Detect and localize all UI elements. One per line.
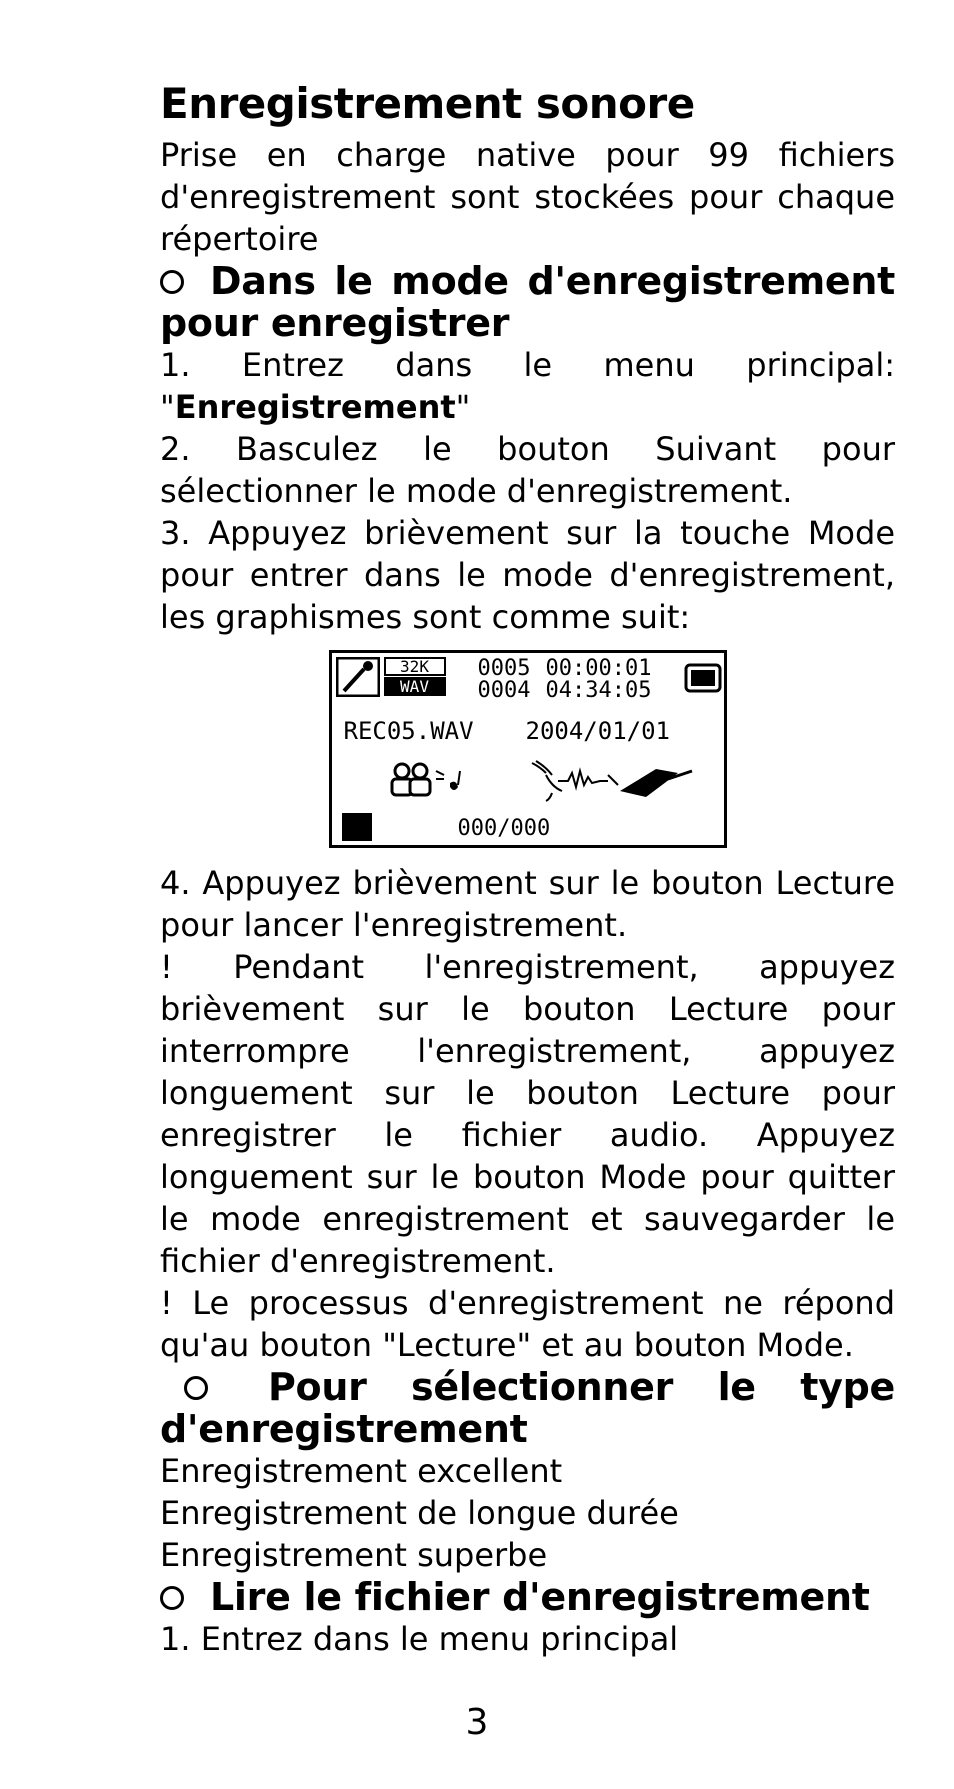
circle-bullet-icon [160,1586,184,1610]
record-type-option: Enregistrement de longue durée [160,1494,679,1532]
section-heading-record-type: Pour sélectionner le type d'enregistrement [160,1365,895,1451]
circle-bullet-icon [184,1376,208,1400]
play-step-1: 1. Entrez dans le menu principal [160,1620,679,1658]
remaining-time: 04:34:05 [545,678,652,703]
section-heading-play-file: Lire le fichier d'enregistrement [160,1576,895,1618]
record-type-option: Enregistrement excellent [160,1452,563,1490]
page-number: 3 [465,1702,489,1743]
progress-counter: 000/000 [457,816,551,841]
lcd-screen [329,650,727,848]
elapsed-time: 00:00:01 [545,656,652,681]
note-2-paragraph: ! Le processus d'enregistrement ne répond qu'au bouton "Lecture" et au bouton Mode. [160,1284,895,1364]
lcd-illustration-wrap [160,650,895,848]
intro-paragraph: Prise en charge native pour 99 fichiers d'enregistrement sont stockées pour chaque répertoire [160,136,895,258]
format-box: WAV [384,677,446,696]
microphone-icon [336,657,380,697]
bold-term: Enregistrement [174,388,456,426]
document-page [160,78,895,1660]
step-1-continuation: "Enregistrement" [160,388,471,426]
battery-icon [684,663,722,693]
note-1-paragraph: ! Pendant l'enregistrement, appuyez brièvement sur le bouton Lecture pour interrompre l'enregistrement, appuyez longuement sur le bouton Lecture pour enregistrer le fichier audio. Appuyez longuement sur le bouton Mode pour quitter le mode enregistrement et sauvegarder le fichier d'enregistrement. [160,948,895,1280]
step-1-line: 1. Entrez dans le menu principal: [160,346,895,384]
recording-filename: REC05.WAV [343,717,474,745]
step-4-paragraph: 4. Appuyez brièvement sur le bouton Lecture pour lancer l'enregistrement. [160,864,895,944]
file-count-bottom: 0004 [477,678,531,703]
bitrate-box: 32K [384,657,446,676]
record-type-option: Enregistrement superbe [160,1536,548,1574]
step-2-paragraph: 2. Basculez le bouton Suivant pour sélectionner le mode d'enregistrement. [160,430,895,510]
circle-bullet-icon [160,270,184,294]
waveform-icon [528,757,698,805]
stop-icon [342,813,372,841]
step-3-paragraph: 3. Appuyez brièvement sur la touche Mode pour entrer dans le mode d'enregistrement, les graphismes sont comme suit: [160,514,895,636]
page-title: Enregistrement sonore [160,79,695,128]
file-count-top: 0005 [477,656,531,681]
section-heading-record-mode: Dans le mode d'enregistrement pour enregistrer [160,259,895,345]
people-icon [388,761,474,801]
recording-date: 2004/01/01 [525,717,670,745]
